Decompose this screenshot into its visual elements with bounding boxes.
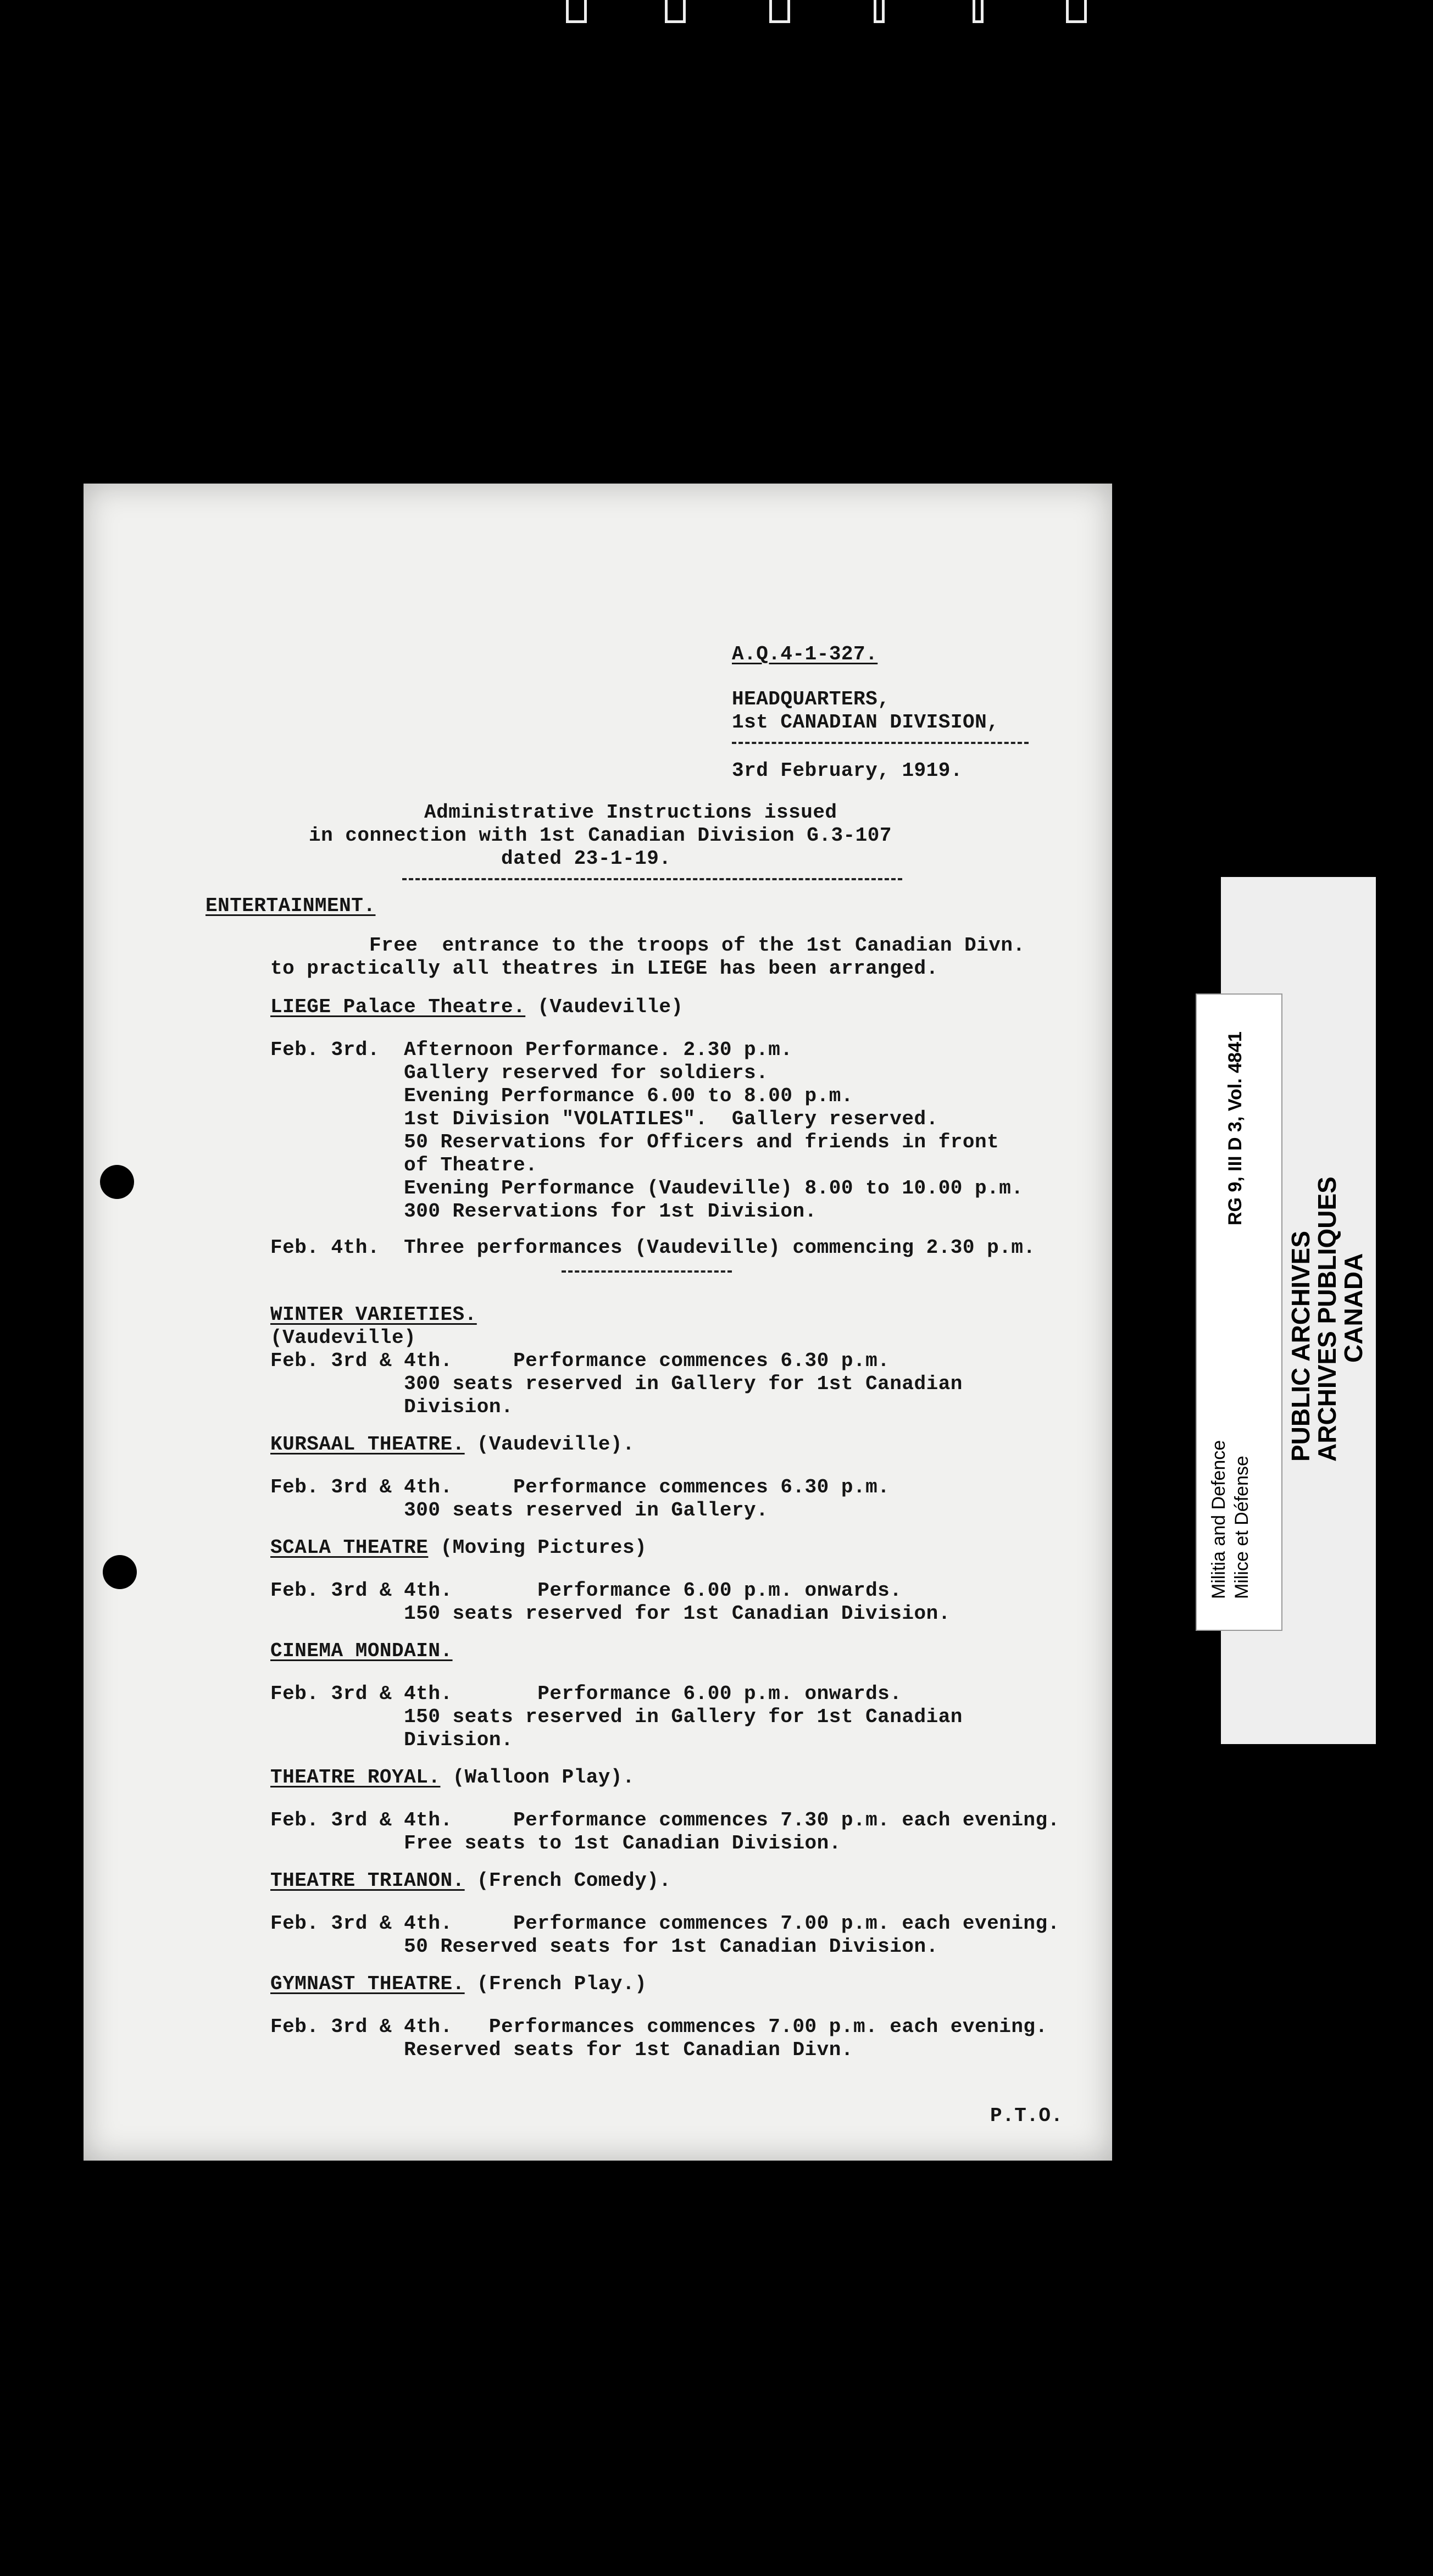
intro-line-2: to practically all theatres in LIEGE has been arranged. — [270, 957, 938, 980]
archive-label — [1196, 993, 1282, 1631]
schedule-line: 300 Reservations for 1st Division. — [270, 1200, 817, 1223]
venue-heading — [270, 1433, 635, 1456]
schedule-line: Feb. 3rd & 4th. Performances commences 7.00 p.m. each evening. — [270, 2016, 1048, 2038]
venue-type: (Walloon Play). — [452, 1766, 635, 1789]
venue-name: THEATRE TRIANON. — [270, 1869, 465, 1892]
venue-heading — [270, 1869, 671, 1892]
venue-name: THEATRE ROYAL. — [270, 1766, 441, 1789]
intro-line-1: Free entrance to the troops of the 1st Canadian Divn. — [369, 934, 1025, 957]
department-fr: Milice et Défense — [1231, 1456, 1252, 1599]
schedule-line: Division. — [270, 1729, 514, 1751]
venue-name: CINEMA MONDAIN. — [270, 1640, 453, 1662]
reference-number: A.Q.4-1-327. — [732, 643, 878, 665]
venue-type: (Vaudeville) — [270, 1326, 416, 1349]
punch-hole — [103, 1555, 137, 1589]
venue-type: (Vaudeville) — [537, 996, 684, 1018]
schedule-line: Evening Performance 6.00 to 8.00 p.m. — [270, 1085, 853, 1107]
schedule-line: Free seats to 1st Canadian Division. — [270, 1832, 841, 1855]
subject-line-1: Administrative Instructions issued — [424, 801, 837, 824]
venue-type: (French Play.) — [476, 1973, 647, 1995]
section-heading: ENTERTAINMENT. — [205, 895, 376, 917]
venue-name: LIEGE Palace Theatre. — [270, 996, 526, 1018]
schedule-line: Feb. 3rd & 4th. Performance commences 6.30 p.m. — [270, 1476, 890, 1498]
venue-type: (French Comedy). — [476, 1869, 671, 1892]
venue-name: KURSAAL THEATRE. — [270, 1433, 465, 1456]
schedule-line: Feb. 3rd & 4th. Performance 6.00 p.m. onwards. — [270, 1579, 902, 1602]
hq-line-2: 1st CANADIAN DIVISION, — [732, 711, 999, 734]
schedule-line: 50 Reserved seats for 1st Canadian Division. — [270, 1935, 938, 1958]
schedule-line: Gallery reserved for soldiers. — [270, 1062, 769, 1084]
archive-country: CANADA — [1339, 1253, 1368, 1363]
schedule-line: 300 seats reserved in Gallery for 1st Canadian — [270, 1373, 963, 1395]
please-turn-over: P.T.O. — [990, 2105, 1063, 2127]
venue-name: WINTER VARIETIES. — [270, 1303, 477, 1326]
document-date: 3rd February, 1919. — [732, 759, 963, 782]
department-en: Militia and Defence — [1208, 1440, 1229, 1599]
schedule-line: Feb. 3rd & 4th. Performance commences 7.30 p.m. each evening. — [270, 1809, 1060, 1831]
schedule-line: Evening Performance (Vaudeville) 8.00 to 10.00 p.m. — [270, 1177, 1024, 1200]
schedule-line: Reserved seats for 1st Canadian Divn. — [270, 2039, 853, 2061]
schedule-line: 150 seats reserved in Gallery for 1st Canadian — [270, 1706, 963, 1728]
separator-rule — [402, 878, 902, 880]
schedule-line: 1st Division "VOLATILES". Gallery reserved. — [270, 1108, 938, 1130]
film-mark — [566, 0, 587, 23]
schedule-line: Feb. 4th. Three performances (Vaudeville) commencing 2.30 p.m. — [270, 1236, 1036, 1259]
punch-hole — [100, 1165, 134, 1199]
film-edge-marks — [555, 0, 1104, 25]
archive-name-en: PUBLIC ARCHIVES — [1286, 1231, 1315, 1462]
film-mark — [973, 0, 984, 23]
venue-heading — [270, 1766, 635, 1789]
record-group-reference: RG 9, III D 3, Vol. 4841 — [1225, 1031, 1246, 1225]
archive-name-fr: ARCHIVES PUBLIQUES — [1313, 1176, 1341, 1462]
subject-line-2: in connection with 1st Canadian Division G.3-107 — [309, 824, 892, 847]
document-page — [84, 484, 1112, 2161]
film-mark — [769, 0, 790, 23]
schedule-line: Division. — [270, 1396, 514, 1418]
schedule-line: Feb. 3rd & 4th. Performance commences 7.00 p.m. each evening. — [270, 1912, 1060, 1935]
subject-line-3: dated 23-1-19. — [501, 847, 671, 870]
venue-type: (Moving Pictures) — [440, 1536, 647, 1559]
venue-name: SCALA THEATRE — [270, 1536, 429, 1559]
film-mark — [874, 0, 885, 23]
venue-heading — [270, 1536, 647, 1559]
schedule-line: 150 seats reserved for 1st Canadian Division. — [270, 1602, 951, 1625]
schedule-line: Feb. 3rd & 4th. Performance commences 6.30 p.m. — [270, 1350, 890, 1372]
venue-heading — [270, 996, 684, 1019]
schedule-line: of Theatre. — [270, 1154, 538, 1176]
schedule-line: Feb. 3rd & 4th. Performance 6.00 p.m. onwards. — [270, 1683, 902, 1705]
schedule-line: 300 seats reserved in Gallery. — [270, 1499, 769, 1522]
venue-type: (Vaudeville). — [476, 1433, 635, 1456]
schedule-line: 50 Reservations for Officers and friends in front — [270, 1131, 999, 1153]
film-mark — [665, 0, 686, 23]
separator-rule — [562, 1270, 732, 1273]
schedule-line: Feb. 3rd. Afternoon Performance. 2.30 p.m. — [270, 1039, 793, 1061]
venue-heading — [270, 1973, 647, 1996]
hq-line-1: HEADQUARTERS, — [732, 688, 890, 710]
film-mark — [1066, 0, 1087, 23]
venue-name: GYMNAST THEATRE. — [270, 1973, 465, 1995]
separator-rule — [732, 742, 1029, 744]
